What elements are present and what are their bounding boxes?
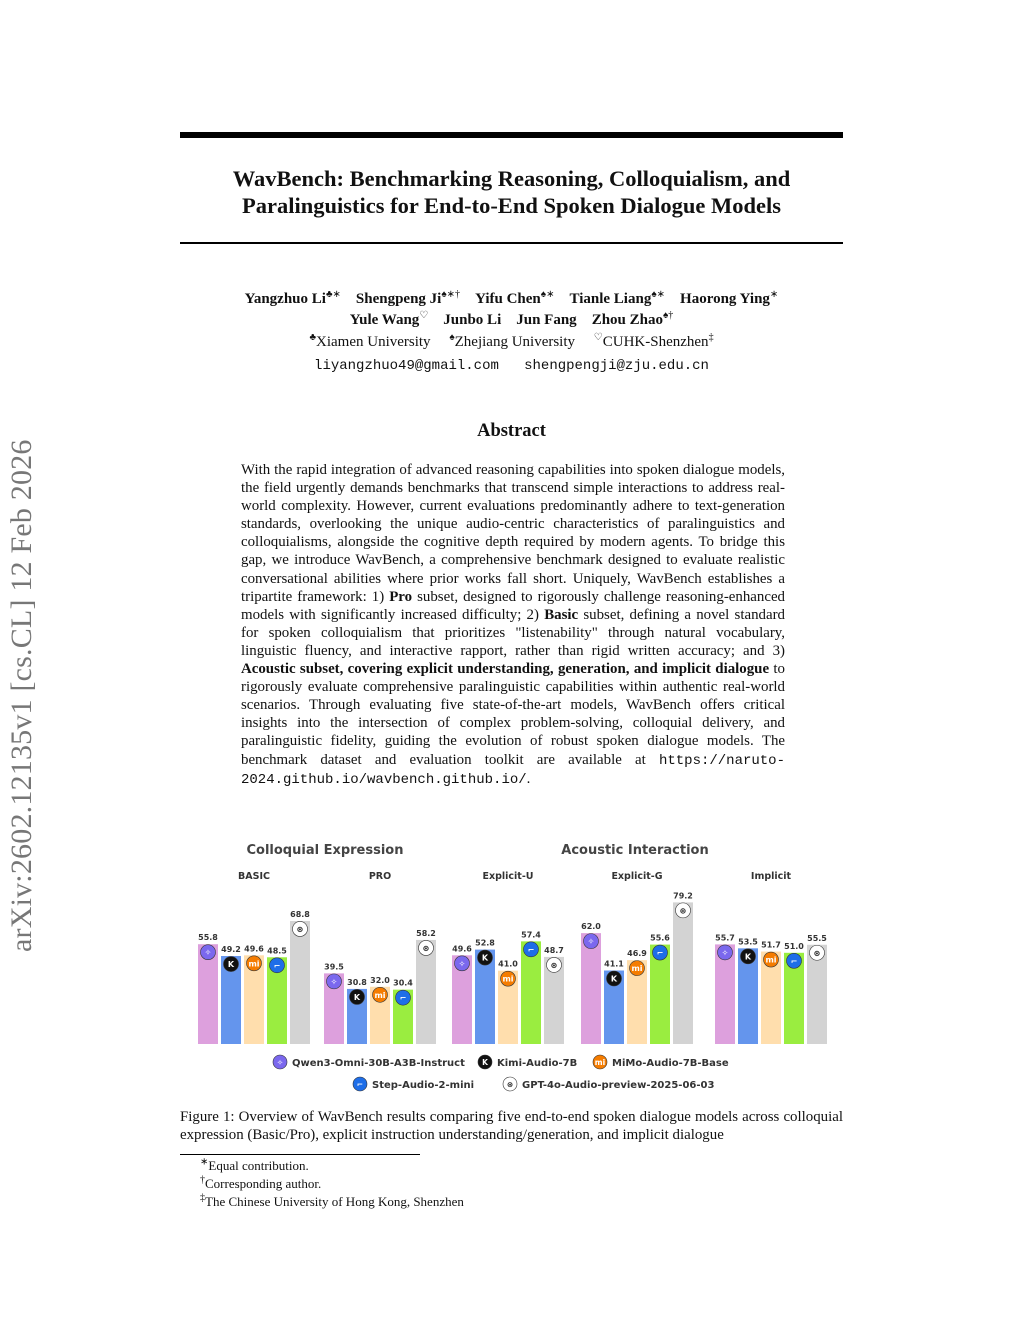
value-label: 52.8 [475,938,495,948]
results-chart [180,836,843,1100]
footnote-2: †Corresponding author. [200,1174,322,1191]
legend-label-4: Step-Audio-2-mini [372,1080,475,1091]
value-label: 30.8 [347,977,367,987]
group-title-acoustic: Acoustic Interaction [561,843,709,858]
value-label: 49.6 [244,944,264,954]
value-label: 62.0 [581,922,601,932]
value-label: 32.0 [370,975,390,985]
bar-explicit-g-5 [673,902,693,1044]
paper-title: WavBench: Benchmarking Reasoning, Colloquialism, and Paralinguistics for End-to-End Spoken Dialogue Models [232,166,791,218]
value-label: 48.5 [267,946,287,956]
model-icon-glyph: ⊛ [422,943,430,953]
legend-label-1: Qwen3-Omni-30B-A3B-Instruct [292,1058,465,1069]
model-icon-glyph: ✧ [721,948,729,958]
model-icon-glyph: ⌐ [273,961,281,971]
affiliations: ♣Xiamen University ♠Zhejiang University ♡CUHK-Shenzhen‡ [309,332,714,350]
value-label: 55.5 [807,933,827,943]
value-label: 30.4 [393,978,413,988]
bar-explicit-g-1 [581,933,601,1044]
footnote-1: ∗Equal contribution. [200,1156,309,1173]
arxiv-identifier: arXiv:2602.12135v1 [cs.CL] 12 Feb 2026 [5,439,38,952]
title-rule [180,242,843,244]
value-label: 41.1 [604,959,624,969]
abstract-heading: Abstract [477,421,546,441]
model-icon-glyph: ✧ [587,937,595,947]
legend-icon-glyph: K [482,1058,488,1067]
value-label: 51.0 [784,941,804,951]
value-label: 53.5 [738,937,758,947]
model-icon-glyph: K [481,953,489,963]
model-icon-glyph: ⊛ [813,948,821,958]
model-icon-glyph: K [610,974,618,984]
author-line-1: Yangzhuo Li♣∗ Shengpeng Ji♠∗† Yifu Chen♠∗ Tianle Liang♠∗ Haorong Ying∗ [244,289,779,307]
model-icon-glyph: ✧ [204,948,212,958]
model-icon-glyph: ⌐ [399,993,407,1003]
model-icon-glyph: ⌐ [790,956,798,966]
model-icon-glyph: ⌐ [656,948,664,958]
value-label: 55.6 [650,933,670,943]
legend-icon-glyph: mi [594,1058,606,1067]
footnote-rule [180,1154,420,1155]
model-icon-glyph: ✧ [458,959,466,969]
category-label-basic: BASIC [238,871,270,882]
legend-icon-glyph: ⌐ [356,1080,364,1089]
model-icon-glyph: mi [374,990,386,1000]
value-label: 41.0 [498,959,518,969]
value-label: 57.4 [521,930,541,940]
model-icon-glyph: ⊛ [679,906,687,916]
email-2[interactable]: shengpengji@zju.edu.cn [524,358,709,374]
model-icon-glyph: K [353,992,361,1002]
value-label: 55.8 [198,933,218,943]
category-label-explicit-u: Explicit-U [482,871,534,882]
model-icon-glyph: ⊛ [550,960,558,970]
legend-icon-glyph: ✧ [276,1058,284,1067]
model-icon-glyph: ✧ [330,977,338,987]
model-icon-glyph: K [227,960,235,970]
value-label: 48.7 [544,945,564,955]
legend-label-5: GPT-4o-Audio-preview-2025-06-03 [522,1080,715,1091]
value-label: 51.7 [761,940,781,950]
model-icon-glyph: ⊛ [296,924,304,934]
category-label-explicit-g: Explicit-G [611,871,663,882]
top-rule [180,132,843,138]
value-label: 58.2 [416,928,436,938]
figure-caption: Figure 1: Overview of WavBench results comparing five end-to-end spoken dialogue models across colloquial expression (Basic/Pro), explicit instruction understanding/generation, and implicit dialogue [180,1109,843,1144]
abstract-body: With the rapid integration of advanced reasoning capabilities into spoken dialogue models, the field urgently demands benchmarks that transcend simple interactions to address real-world complexity. However, current evaluations predominantly adhere to text-generation standards, overlooking the unique audio-centric characteristics of paralinguistics and colloquialisms, alongside the cognitive depth required by modern agents. To bridge this gap, we introduce WavBench, a comprehensive benchmark designed to evaluate realistic conversational abilities where prior works fall short. Uniquely, WavBench establishes a tripartite framework: 1) Pro subset, designed to rigorously challenge reasoning-enhanced models with significantly increased difficulty; 2) Basic subset, defining a novel standard for spoken colloquialism that prioritizes "listenability" through natural vocabulary, linguistic fluency, and interactive rapport, rather than rigid written accuracy; and 3) Acoustic subset, covering explicit understanding, generation, and implicit dialogue to rigorously evaluate comprehensive paralinguistic capabilities within authentic real-world scenarios. Through evaluating five state-of-the-art models, WavBench offers critical insights into the intersection of complex problem-solving, colloquial delivery, and paralinguistic fidelity, guiding the evolution of robust spoken dialogue models. The benchmark dataset and evaluation toolkit are available at https://naruto-2024.github.io/wavbench.github.io/. [241,462,786,788]
value-label: 79.2 [673,891,693,901]
emails [180,356,843,376]
footnote-3: ‡The Chinese University of Hong Kong, Shenzhen [200,1192,464,1209]
project-url[interactable]: https://naruto-2024.github.io/wavbench.github.io/ [241,752,785,788]
email-1[interactable]: liyangzhuo49@gmail.com [314,358,499,374]
category-label-pro: PRO [368,871,392,882]
value-label: 46.9 [627,949,647,959]
group-title-colloquial: Colloquial Expression [246,843,404,858]
legend-label-3: MiMo-Audio-7B-Base [612,1058,729,1069]
model-icon-glyph: ⌐ [527,945,535,955]
value-label: 55.7 [715,933,735,943]
model-icon-glyph: mi [765,955,777,965]
value-label: 49.6 [452,944,472,954]
model-icon-glyph: mi [502,974,514,984]
model-icon-glyph: K [744,952,752,962]
legend-icon-glyph: ⊛ [506,1080,514,1089]
value-label: 39.5 [324,962,344,972]
category-label-implicit: Implicit [750,871,792,882]
value-label: 68.8 [290,909,310,919]
author-line-2: Yule Wang♡ Junbo Li Jun Fang Zhou Zhao♠† [349,310,674,328]
bar-basic-5 [290,921,310,1044]
value-label: 49.2 [221,945,241,955]
model-icon-glyph: mi [631,964,643,974]
model-icon-glyph: mi [248,959,260,969]
legend-label-2: Kimi-Audio-7B [497,1058,578,1069]
